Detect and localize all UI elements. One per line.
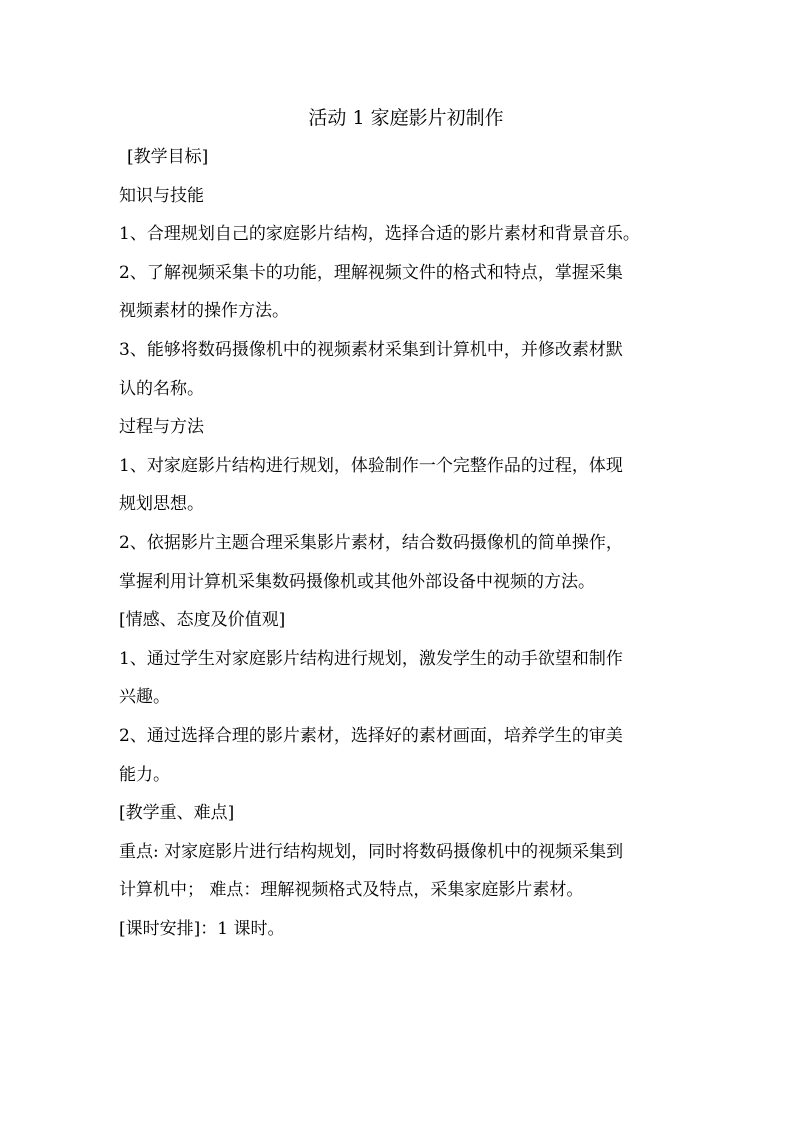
section-heading-teaching-goals: [教学目标] (127, 147, 209, 167)
subheading-knowledge-skills: 知识与技能 (119, 185, 204, 206)
paragraph-line: 计算机中； 难点：理解视频格式及特点，采集家庭影片素材。 (119, 880, 584, 901)
paragraph-line: 2、依据影片主题合理采集影片素材，结合数码摄像机的简单操作， (119, 532, 623, 553)
paragraph-line: 重点: 对家庭影片进行结构规划，同时将数码摄像机中的视频采集到 (119, 841, 624, 862)
paragraph-line: 规划思想。 (119, 494, 204, 515)
paragraph-line: 2、通过选择合理的影片素材，选择好的素材画面，培养学生的审美 (119, 725, 623, 746)
section-heading-emotion-values: [情感、态度及价值观] (119, 610, 286, 631)
subheading-process-methods: 过程与方法 (119, 417, 204, 438)
document-title: 活动 1 家庭影片初制作 (308, 107, 504, 129)
paragraph-line: 1、通过学生对家庭影片结构进行规划，激发学生的动手欲望和制作 (119, 648, 623, 669)
paragraph-line: 2、了解视频采集卡的功能，理解视频文件的格式和特点，掌握采集 (119, 262, 623, 283)
section-heading-key-difficult-points: [教学重、难点] (119, 803, 235, 824)
paragraph-line: 视频素材的操作方法。 (119, 301, 289, 322)
paragraph-line: 1、对家庭影片结构进行规划，体验制作一个完整作品的过程，体现 (119, 455, 623, 476)
paragraph-line: 兴趣。 (119, 687, 170, 708)
paragraph-line: 能力。 (119, 764, 170, 785)
paragraph-line: 掌握利用计算机采集数码摄像机或其他外部设备中视频的方法。 (119, 571, 595, 592)
section-heading-class-hours: [课时安排]：1 课时。 (119, 918, 285, 939)
document-body (119, 104, 679, 948)
paragraph-line: 1、合理规划自己的家庭影片结构，选择合适的影片素材和背景音乐。 (119, 224, 640, 245)
paragraph-line: 3、能够将数码摄像机中的视频素材采集到计算机中，并修改素材默 (119, 339, 623, 360)
paragraph-line: 认的名称。 (119, 378, 204, 399)
